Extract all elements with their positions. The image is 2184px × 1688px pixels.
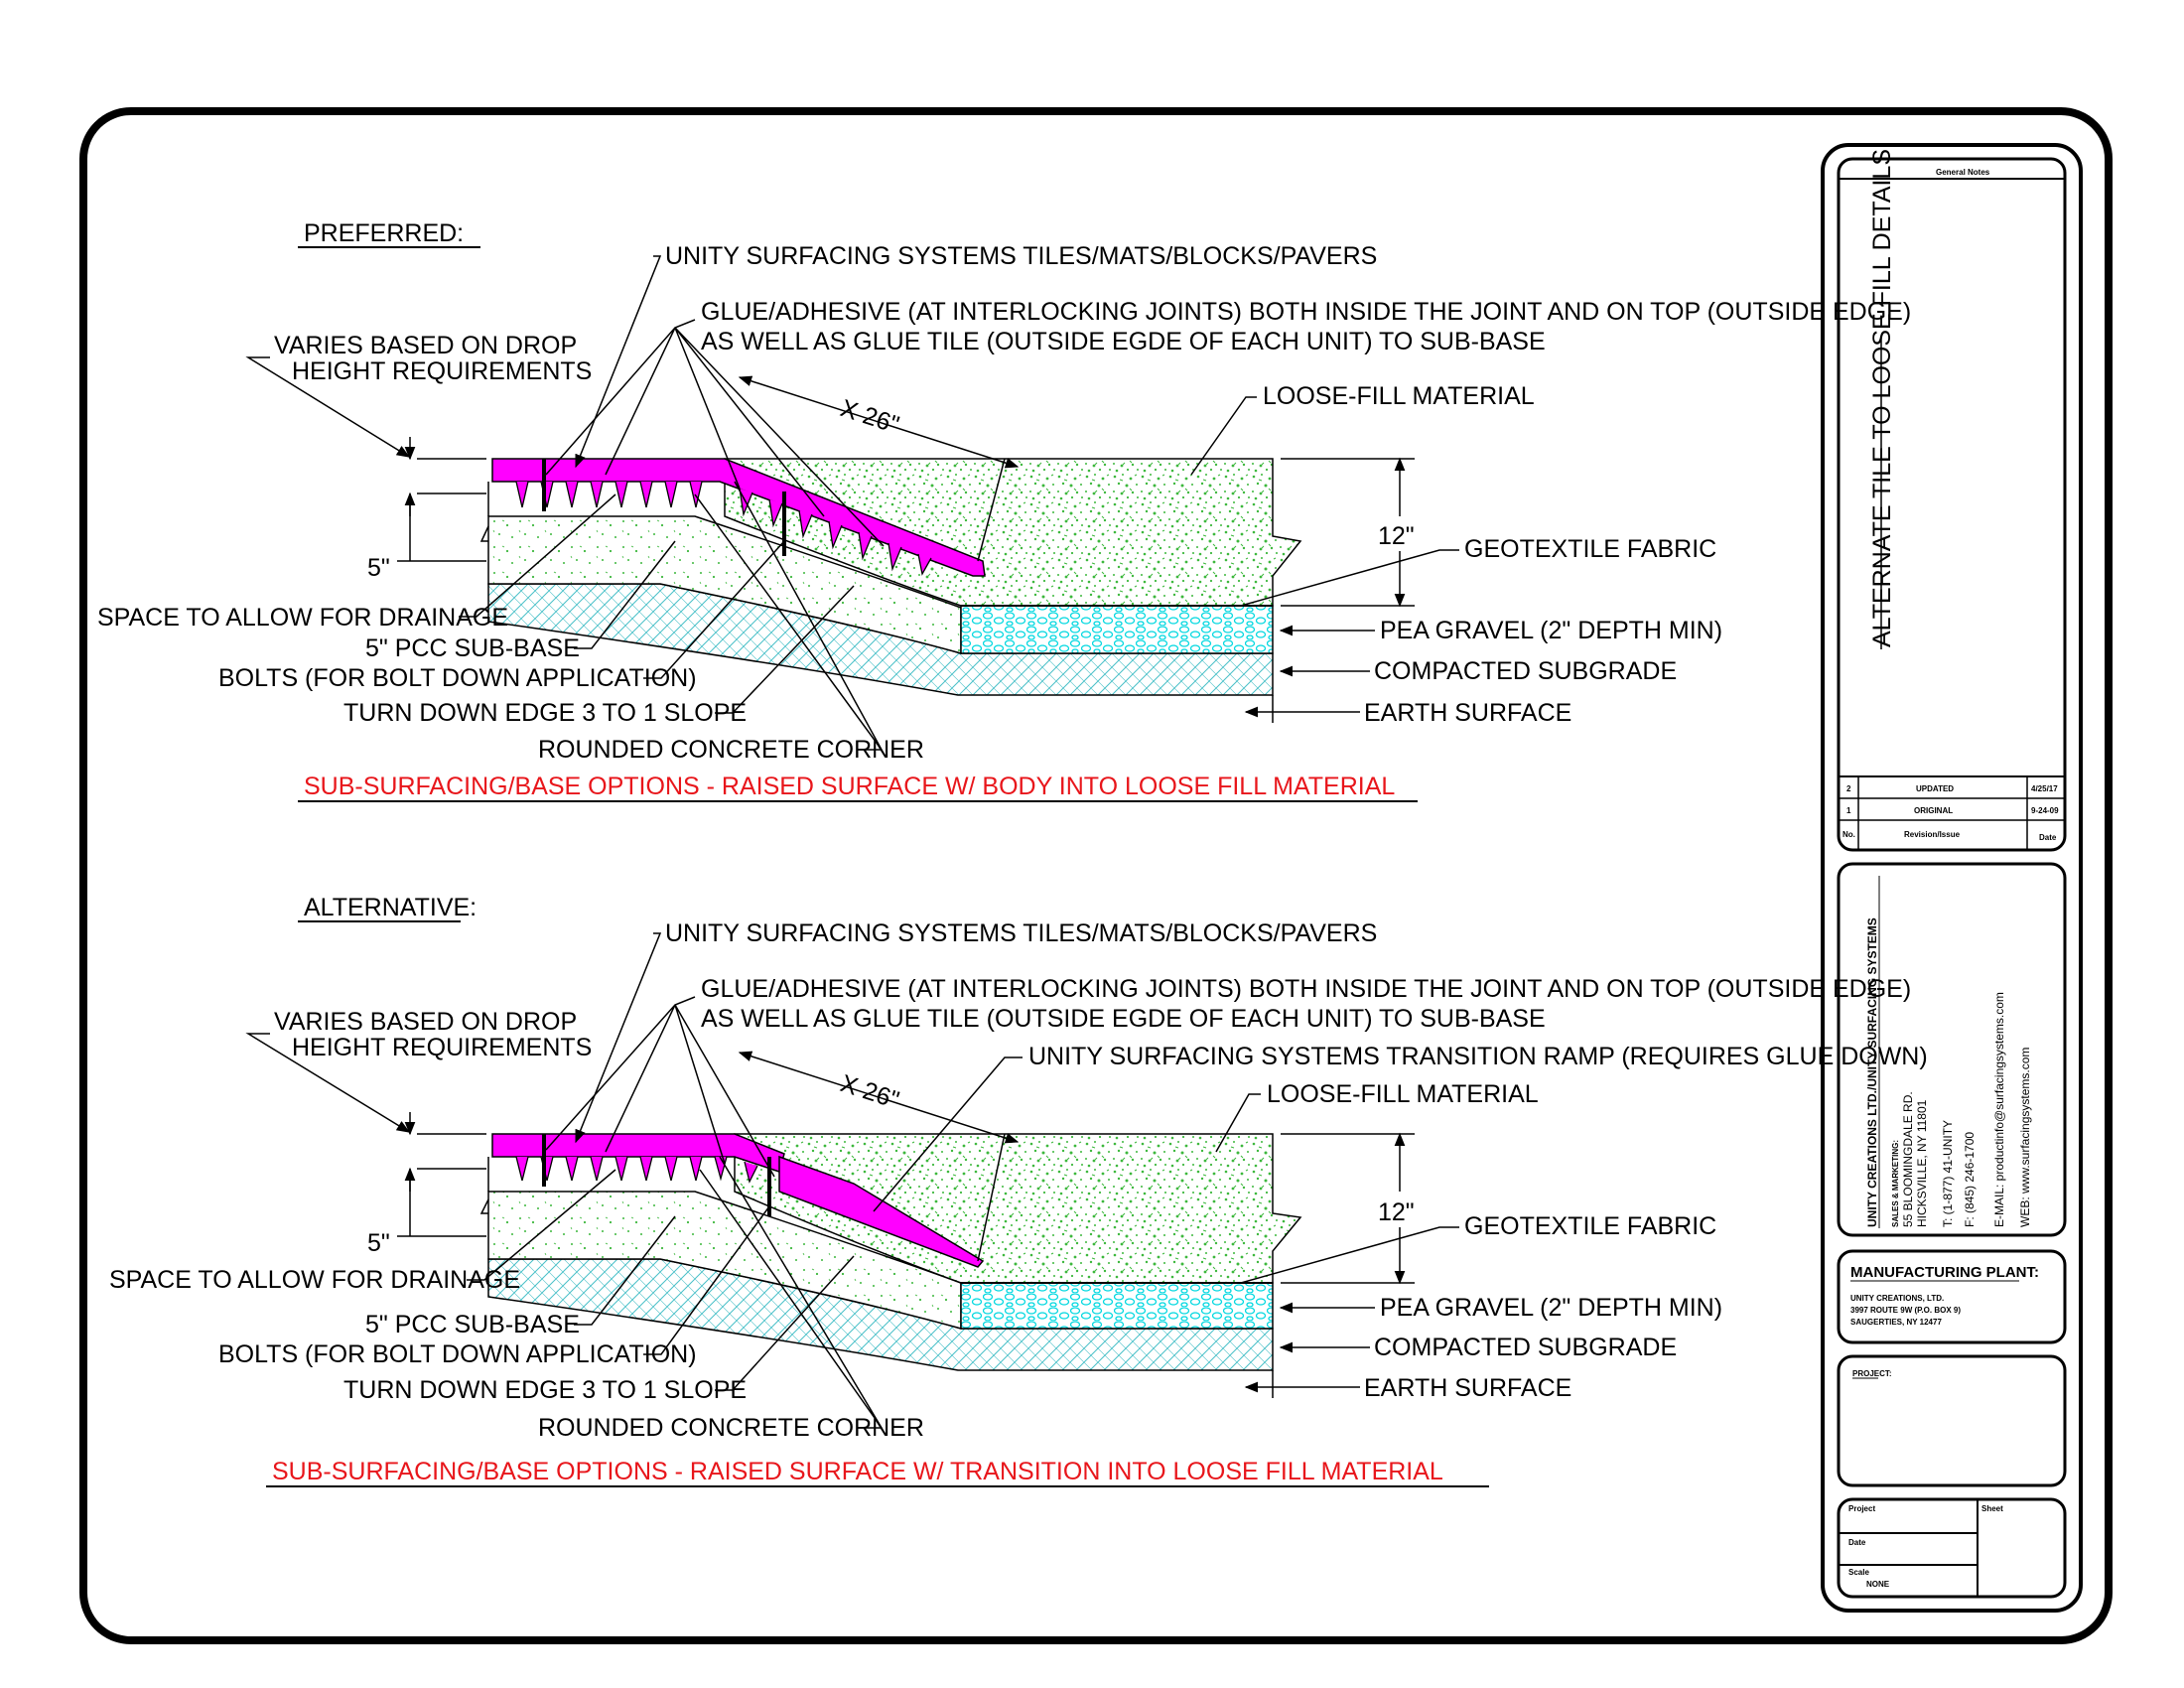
project-label: PROJECT: xyxy=(1852,1369,1892,1378)
dim-5: 5" xyxy=(367,1229,390,1257)
label-geotextile: GEOTEXTILE FABRIC xyxy=(1464,1212,1717,1240)
phone: T: (1-877) 41-UNITY xyxy=(1941,1119,1955,1227)
label-varies-line1: VARIES BASED ON DROP xyxy=(274,332,578,359)
cell-date-label: Date xyxy=(1848,1538,1866,1547)
label-varies-line2: HEIGHT REQUIREMENTS xyxy=(292,357,593,385)
dim-12: 12" xyxy=(1378,522,1415,550)
rev-header-no: No. xyxy=(1843,830,1855,839)
label-compacted: COMPACTED SUBGRADE xyxy=(1374,657,1678,685)
plant-line1: UNITY CREATIONS, LTD. xyxy=(1850,1294,1945,1303)
section-heading: PREFERRED: xyxy=(304,219,465,247)
label-ramp: UNITY SURFACING SYSTEMS TRANSITION RAMP (REQUIRES GLUE DOWN) xyxy=(1028,1043,1928,1070)
label-glue-line1: GLUE/ADHESIVE (AT INTERLOCKING JOINTS) BOTH INSIDE THE JOINT AND ON TOP (OUTSIDE EDGE) xyxy=(701,975,1912,1003)
label-drainage: SPACE TO ALLOW FOR DRAINAGE xyxy=(109,1266,520,1294)
rev-header-desc: Revision/Issue xyxy=(1904,830,1961,839)
plant-line3: SAUGERTIES, NY 12477 xyxy=(1850,1318,1942,1327)
label-turn-down: TURN DOWN EDGE 3 TO 1 SLOPE xyxy=(343,1376,748,1404)
pea-gravel-layer xyxy=(961,606,1273,653)
label-rounded: ROUNDED CONCRETE CORNER xyxy=(538,1414,924,1442)
label-glue-line2: AS WELL AS GLUE TILE (OUTSIDE EGDE OF EACH UNIT) TO SUB-BASE xyxy=(701,1005,1546,1033)
cell-scale-label: Scale xyxy=(1848,1568,1869,1577)
label-varies-line1: VARIES BASED ON DROP xyxy=(274,1008,578,1036)
dim-12: 12" xyxy=(1378,1198,1415,1226)
fax: F: (845) 246-1700 xyxy=(1963,1131,1977,1227)
scale-value: NONE xyxy=(1866,1580,1890,1589)
section-heading: ALTERNATIVE: xyxy=(304,894,478,921)
label-earth: EARTH SURFACE xyxy=(1364,1374,1572,1402)
section-alternative xyxy=(109,894,1928,1486)
general-notes-label: General Notes xyxy=(1936,168,1990,177)
label-turn-down: TURN DOWN EDGE 3 TO 1 SLOPE xyxy=(343,699,748,727)
dim-x26: X 26" xyxy=(837,394,903,440)
address-line1: 55 BLOOMINGDALE RD. xyxy=(1901,1091,1915,1227)
label-varies-line2: HEIGHT REQUIREMENTS xyxy=(292,1034,593,1061)
cell-sheet-label: Sheet xyxy=(1981,1504,2003,1513)
address-line2: HICKSVILLE, NY 11801 xyxy=(1915,1099,1929,1227)
dim-5: 5" xyxy=(367,554,390,582)
rev-date: 4/25/17 xyxy=(2031,784,2058,793)
label-pcc: 5" PCC SUB-BASE xyxy=(365,1311,580,1338)
title-block xyxy=(1823,145,2081,1611)
rev-desc: ORIGINAL xyxy=(1914,806,1954,815)
label-earth: EARTH SURFACE xyxy=(1364,699,1572,727)
plant-heading: MANUFACTURING PLANT: xyxy=(1850,1264,2039,1281)
rev-desc: UPDATED xyxy=(1916,784,1955,793)
sales-label: SALES & MARKETING: xyxy=(1891,1140,1900,1227)
label-loose-fill: LOOSE-FILL MATERIAL xyxy=(1267,1080,1539,1108)
label-geotextile: GEOTEXTILE FABRIC xyxy=(1464,535,1717,563)
cell-project-label: Project xyxy=(1848,1504,1876,1513)
label-drainage: SPACE TO ALLOW FOR DRAINAGE xyxy=(97,604,508,632)
label-pea-gravel: PEA GRAVEL (2" DEPTH MIN) xyxy=(1380,1294,1723,1322)
label-bolts: BOLTS (FOR BOLT DOWN APPLICATION) xyxy=(218,664,697,692)
label-bolts: BOLTS (FOR BOLT DOWN APPLICATION) xyxy=(218,1340,697,1368)
pea-gravel-layer xyxy=(961,1283,1273,1329)
plant-line2: 3997 ROUTE 9W (P.O. BOX 9) xyxy=(1850,1306,1961,1315)
label-compacted: COMPACTED SUBGRADE xyxy=(1374,1334,1678,1361)
email[interactable]: E-MAIL: productinfo@surfacingsystems.com xyxy=(1992,992,2006,1227)
rev-no: 2 xyxy=(1846,784,1851,793)
label-tiles: UNITY SURFACING SYSTEMS TILES/MATS/BLOCKS/PAVERS xyxy=(665,242,1378,270)
rev-no: 1 xyxy=(1846,806,1851,815)
label-pea-gravel: PEA GRAVEL (2" DEPTH MIN) xyxy=(1380,617,1723,644)
rev-header-date: Date xyxy=(2039,833,2057,842)
section-preferred xyxy=(97,219,1911,801)
label-glue-line1: GLUE/ADHESIVE (AT INTERLOCKING JOINTS) BOTH INSIDE THE JOINT AND ON TOP (OUTSIDE EDGE) xyxy=(701,298,1912,326)
section-caption: SUB-SURFACING/BASE OPTIONS - RAISED SURFACE W/ BODY INTO LOOSE FILL MATERIAL xyxy=(304,773,1396,800)
company-name: UNITY CREATIONS LTD./UNITY SURFACING SYSTEMS xyxy=(1865,917,1879,1227)
section-caption: SUB-SURFACING/BASE OPTIONS - RAISED SURFACE W/ TRANSITION INTO LOOSE FILL MATERIAL xyxy=(272,1458,1443,1485)
label-loose-fill: LOOSE-FILL MATERIAL xyxy=(1263,382,1535,410)
label-tiles: UNITY SURFACING SYSTEMS TILES/MATS/BLOCKS/PAVERS xyxy=(665,919,1378,947)
label-glue-line2: AS WELL AS GLUE TILE (OUTSIDE EGDE OF EACH UNIT) TO SUB-BASE xyxy=(701,328,1546,355)
dim-x26: X 26" xyxy=(837,1069,903,1115)
website[interactable]: WEB: www.surfacingsystems.com xyxy=(2018,1047,2032,1227)
label-rounded: ROUNDED CONCRETE CORNER xyxy=(538,736,924,764)
label-pcc: 5" PCC SUB-BASE xyxy=(365,634,580,662)
drawing-title: ALTERNATE TILE TO LOOSE FILL DETAILS xyxy=(1868,148,1896,647)
rev-date: 9-24-09 xyxy=(2031,806,2059,815)
